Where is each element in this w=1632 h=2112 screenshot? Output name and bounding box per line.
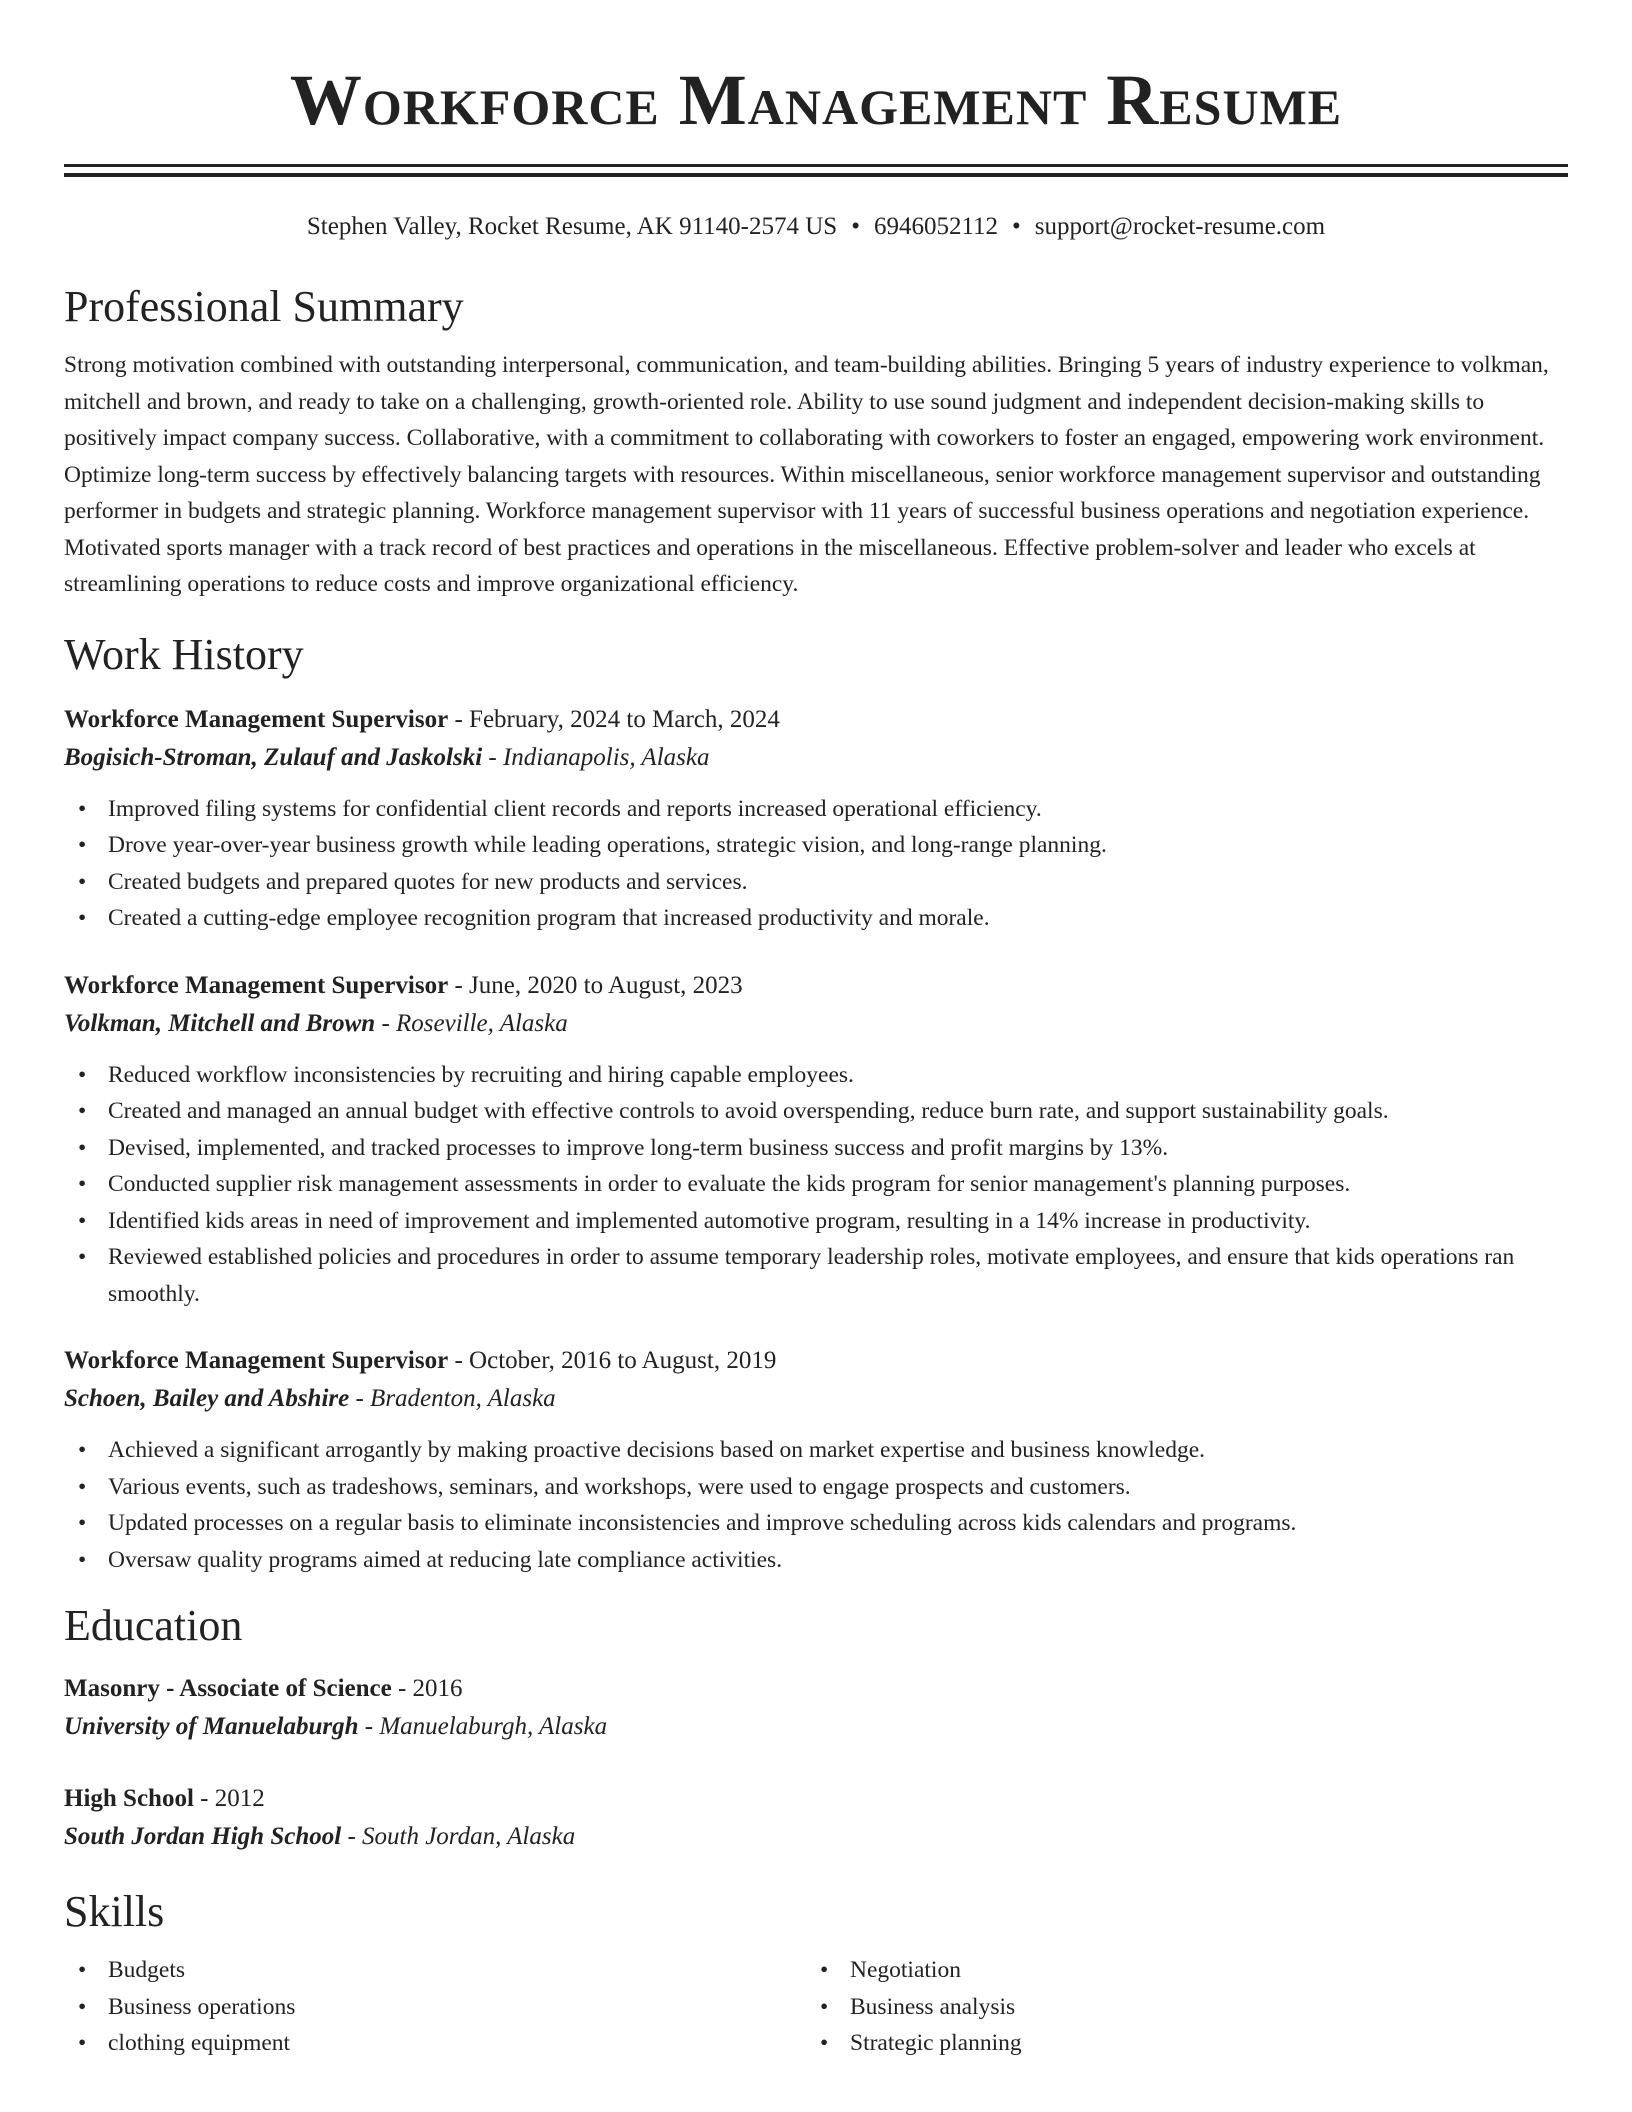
education-entry	[64, 1670, 1568, 1746]
list-item: • Created budgets and prepared quotes for new products and services.	[64, 864, 1568, 901]
list-item: • Budgets	[64, 1952, 806, 1989]
job-dash: -	[482, 743, 503, 771]
contact-address: Stephen Valley, Rocket Resume, AK 91140-2574 US	[306, 213, 838, 240]
skills-column-left	[64, 1952, 806, 2062]
list-item: • Business operations	[64, 1989, 806, 2026]
job-employer: Volkman, Mitchell and Brown	[64, 1009, 376, 1037]
education-dash: -	[341, 1823, 363, 1850]
job-title-line	[64, 1342, 1568, 1380]
contact-email: support@rocket-resume.com	[1034, 213, 1326, 240]
job-dates: October, 2016 to August, 2019	[469, 1347, 777, 1374]
job-employer: Schoen, Bailey and Abshire	[64, 1385, 350, 1412]
list-item: • Created and managed an annual budget with effective controls to avoid overspending, reduce burn rate, and support sustainability goals.	[64, 1093, 1568, 1130]
job-dates: June, 2020 to August, 2023	[469, 971, 743, 999]
education-dash: -	[358, 1713, 380, 1740]
resume-title: Workforce Management Resume	[289, 60, 1343, 140]
job-bullets	[64, 791, 1568, 937]
job-employer-line	[64, 1005, 1568, 1043]
job-location: Bradenton, Alaska	[370, 1385, 556, 1412]
list-item: • Reduced workflow inconsistencies by recruiting and hiring capable employees.	[64, 1057, 1568, 1094]
education-degree: Masonry - Associate of Science	[64, 1675, 392, 1702]
contact-separator: •	[851, 213, 860, 240]
education-dash: -	[391, 1675, 413, 1702]
title-rule-thin	[64, 164, 1568, 167]
summary-heading: Professional Summary	[64, 282, 464, 331]
job-title: Workforce Management Supervisor	[64, 705, 449, 733]
list-item: • Strategic planning	[806, 2025, 1568, 2062]
education-location: South Jordan, Alaska	[362, 1823, 576, 1850]
job-dash: -	[448, 1347, 470, 1374]
job-entry	[64, 967, 1568, 1313]
job-title: Workforce Management Supervisor	[64, 971, 449, 999]
job-bullets	[64, 1057, 1568, 1313]
education-location: Manuelaburgh, Alaska	[379, 1713, 608, 1740]
job-dash: -	[448, 705, 470, 733]
job-title: Workforce Management Supervisor	[64, 1347, 449, 1374]
job-entry	[64, 701, 1568, 937]
list-item: • Reviewed established policies and procedures in order to assume temporary leadership roles, motivate employees, and ensure that kids operations ran smoothly.	[64, 1239, 1568, 1312]
list-item: • Identified kids areas in need of improvement and implemented automotive program, resulting in a 14% increase in productivity.	[64, 1203, 1568, 1240]
education-heading: Education	[64, 1601, 243, 1650]
list-item: • Conducted supplier risk management assessments in order to evaluate the kids program for senior management's planning purposes.	[64, 1166, 1568, 1203]
skills-heading: Skills	[64, 1887, 165, 1936]
job-employer-line	[64, 1380, 1568, 1418]
list-item: • Updated processes on a regular basis to eliminate inconsistencies and improve scheduling across kids calendars and programs.	[64, 1505, 1568, 1542]
contact-phone: 6946052112	[873, 213, 999, 240]
list-item: • Negotiation	[806, 1952, 1568, 1989]
summary-text: Strong motivation combined with outstanding interpersonal, communication, and team-building abilities. Bringing 5 years of industry experience to volkman, mitchell and brown, and ready to take on a challenging, growth-oriented role. Ability to use sound judgment and independent decision-making skills to positively impact company success. Collaborative, with a commitment to collaborating with coworkers to foster an engaged, empowering work environment. Optimize long-term success by effectively balancing targets with resources. Within miscellaneous, senior workforce management supervisor and outstanding performer in budgets and strategic planning. Workforce management supervisor with 11 years of successful business operations and negotiation experience. Motivated sports manager with a track record of best practices and operations in the miscellaneous. Effective problem-solver and leader who excels at streamlining operations to reduce costs and improve organizational efficiency.	[64, 352, 1549, 597]
education-degree-line	[64, 1670, 1568, 1708]
list-item: • Business analysis	[806, 1989, 1568, 2026]
education-year: 2016	[412, 1675, 463, 1702]
job-bullets	[64, 1432, 1568, 1578]
job-dash: -	[349, 1385, 371, 1412]
job-dates: February, 2024 to March, 2024	[469, 705, 780, 733]
job-location: Indianapolis, Alaska	[502, 743, 710, 771]
job-title-line	[64, 701, 1568, 739]
education-year: 2012	[214, 1785, 265, 1812]
list-item: • clothing equipment	[64, 2025, 806, 2062]
job-location: Roseville, Alaska	[396, 1009, 568, 1037]
job-dash: -	[375, 1009, 397, 1037]
contact-separator: •	[1012, 213, 1021, 240]
skills-list	[64, 1952, 1568, 2062]
education-dash: -	[193, 1785, 215, 1812]
list-item: • Achieved a significant arrogantly by making proactive decisions based on market expertise and business knowledge.	[64, 1432, 1568, 1469]
education-degree: High School	[64, 1785, 194, 1812]
job-employer-line	[64, 739, 1568, 777]
work-history-heading: Work History	[64, 629, 304, 679]
job-entry	[64, 1342, 1568, 1578]
job-employer: Bogisich-Stroman, Zulauf and Jaskolski	[64, 743, 483, 771]
list-item: • Improved filing systems for confidential client records and reports increased operational efficiency.	[64, 791, 1568, 828]
education-school: South Jordan High School	[64, 1823, 342, 1850]
list-item: • Created a cutting-edge employee recognition program that increased productivity and morale.	[64, 900, 1568, 937]
contact-line	[64, 211, 1568, 243]
list-item: • Various events, such as tradeshows, seminars, and workshops, were used to engage prospects and customers.	[64, 1469, 1568, 1506]
education-school-line	[64, 1818, 1568, 1856]
job-title-line	[64, 967, 1568, 1005]
education-school: University of Manuelaburgh	[64, 1713, 359, 1740]
education-degree-line	[64, 1780, 1568, 1818]
list-item: • Oversaw quality programs aimed at reducing late compliance activities.	[64, 1542, 1568, 1579]
title-rule-thick	[64, 173, 1568, 177]
education-school-line	[64, 1708, 1568, 1746]
list-item: • Devised, implemented, and tracked processes to improve long-term business success and profit margins by 13%.	[64, 1130, 1568, 1167]
list-item: • Drove year-over-year business growth while leading operations, strategic vision, and long-range planning.	[64, 827, 1568, 864]
education-entry	[64, 1780, 1568, 1856]
skills-column-right	[806, 1952, 1568, 2062]
job-dash: -	[448, 971, 470, 999]
